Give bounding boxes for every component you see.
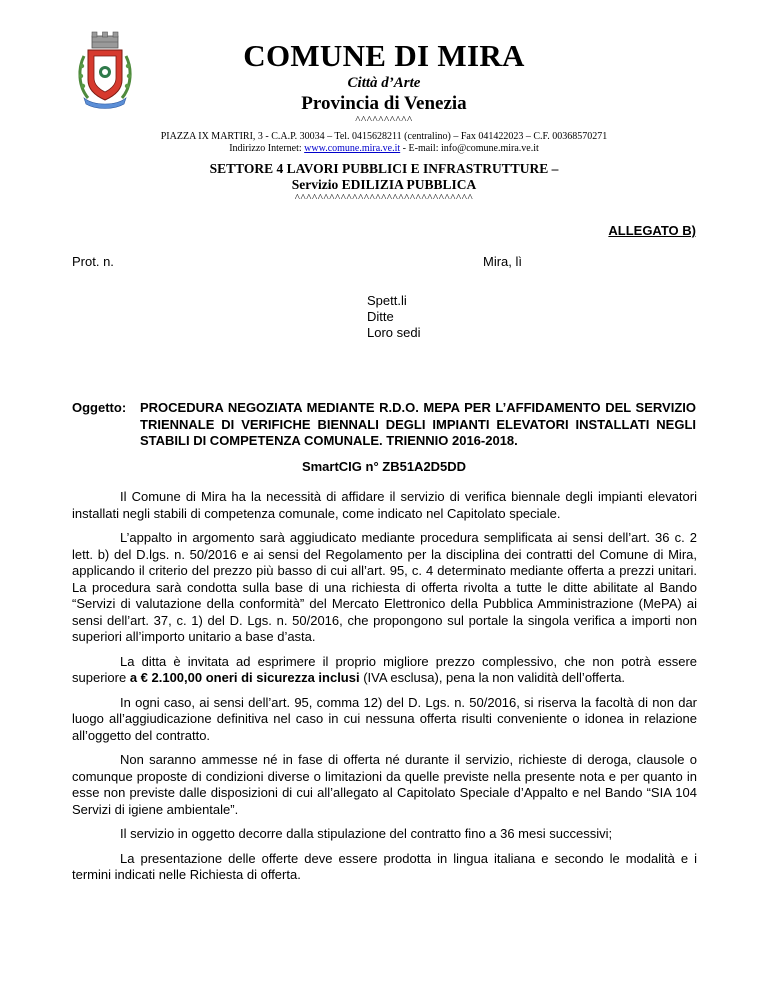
- cig-code: SmartCIG n° ZB51A2D5DD: [301, 459, 467, 474]
- town-motto: Città d’Arte: [347, 75, 421, 91]
- protocol-number: Prot. n.: [72, 254, 114, 269]
- subject-text: PROCEDURA NEGOZIATA MEDIANTE R.D.O. MEPA PER L’AFFIDAMENTO DEL SERVIZIO TRIENNALE DI VERIFICHE BIENNALI DEGLI IMPIANTI ELEVATORI INSTALLATI NEGLI STABILI DI COMPETENZA COMUNALE. TRIENNIO 2016-2018.: [140, 400, 696, 448]
- body-paragraph: [72, 654, 697, 687]
- province-name: Provincia di Venezia: [301, 93, 467, 114]
- recipient-line: Spett.li: [367, 293, 407, 308]
- price-text: La ditta è invitata ad esprimere il proprio migliore prezzo complessivo, che non potrà essere superiore: [72, 653, 697, 685]
- website-link[interactable]: www.comune.mira.ve.it: [304, 143, 401, 154]
- annex-label: ALLEGATO B): [608, 223, 696, 238]
- price-text-end: (IVA esclusa), pena la non validità dell’offerta.: [359, 670, 626, 685]
- contact-line: [0, 143, 768, 154]
- body-paragraph: La presentazione delle offerte deve essere prodotta in lingua italiana e secondo le modalità e i termini indicati nelle Richiesta di offerta.: [72, 850, 697, 882]
- recipient-line: Ditte: [367, 309, 394, 324]
- body-paragraph: Il servizio in oggetto decorre dalla stipulazione del contratto fino a 36 mesi successivi;: [120, 826, 613, 841]
- email-text: - E-mail: info@comune.mira.ve.it: [400, 143, 539, 154]
- body-paragraph: In ogni caso, ai sensi dell’art. 95, comma 12) del D. Lgs. n. 50/2016, si riserva la facoltà di non dar luogo all’aggiudicazione definitiva nel caso in cui nessuna offerta risulti conveniente o idonea in relazione all’oggetto del contratto.: [72, 694, 697, 743]
- price-amount: a € 2.100,00 oneri di sicurezza inclusi: [129, 670, 360, 685]
- body-paragraph: Il Comune di Mira ha la necessità di affidare il servizio di verifica biennale degli impianti elevatori installati negli stabili di competenza comunale, come indicato nel Capitolato speciale.: [72, 489, 697, 521]
- place-date: Mira, lì: [483, 254, 522, 269]
- recipient-line: Loro sedi: [367, 325, 421, 340]
- service-title: Servizio EDILIZIA PUBBLICA: [291, 177, 477, 192]
- town-title: COMUNE DI MIRA: [243, 38, 525, 73]
- letter-body: [72, 489, 697, 892]
- office-address: PIAZZA IX MARTIRI, 3 - C.A.P. 30034 – Tel. 0415628211 (centralino) – Fax 041422023 – C.F. 00368570271: [160, 131, 608, 142]
- web-label: Indirizzo Internet:: [229, 143, 305, 154]
- header-separator: ^^^^^^^^^^: [355, 114, 413, 126]
- body-paragraph: Non saranno ammesse né in fase di offerta né durante il servizio, richieste di deroga, clausole o comunque proposte di condizioni diverse o limitazioni da quelle previste nella presente nota e per quanto in esse non previste dalle disposizioni di cui all’allegato al Capitolato Speciale d’Appalto e nel Bando “SIA 104 Servizi di igiene ambientale”.: [72, 752, 697, 817]
- body-paragraph: L’appalto in argomento sarà aggiudicato mediante procedura semplificata ai sensi dell’art. 36 c. 2 lett. b) del D.lgs. n. 50/2016 e ai sensi del Regolamento per la disciplina dei contratti del Comune di Mira, applicando il criterio del prezzo più basso di cui all’art. 95, c. 4 determinato mediante offerta a prezzi unitari. La procedura sarà condotta sulla base di una richiesta di offerta rivolta a tutte le ditte abilitate al Bando “Servizi di valutazione della conformità” del Mercato Elettronico della Pubblica Amministrazione (MePA) ai sensi dell’art. 37, c. 1) del D. Lgs. n. 50/2016, che propongono sul portale la singola verifica a importi non superiori all’importo unitario a base d’asta.: [72, 530, 697, 644]
- recipients-block: [367, 293, 420, 341]
- subject-label: Oggetto:: [72, 400, 127, 415]
- sector-separator: ^^^^^^^^^^^^^^^^^^^^^^^^^^^^^^^: [294, 192, 474, 204]
- subject-block: [72, 400, 696, 450]
- sector-title: SETTORE 4 LAVORI PUBBLICI E INFRASTRUTTURE –: [209, 161, 559, 176]
